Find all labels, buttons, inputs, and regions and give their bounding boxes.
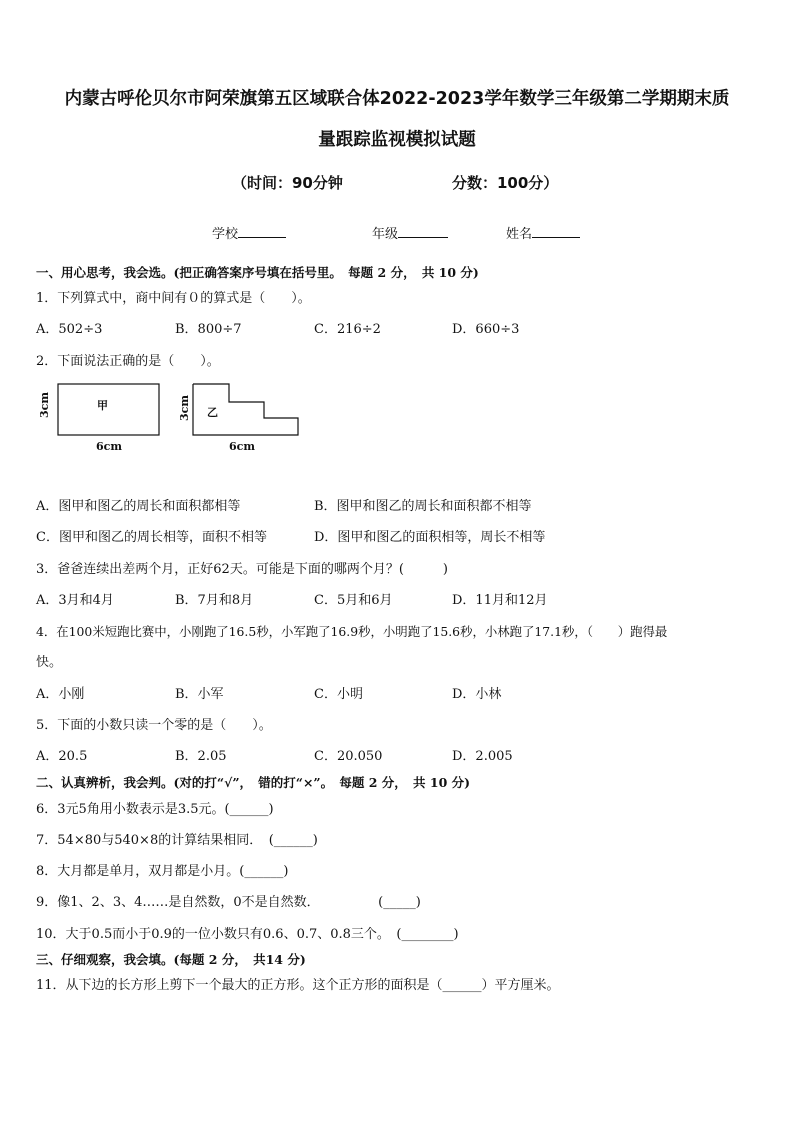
question-2: 2．下面说法正确的是（ ）。 (36, 354, 220, 369)
question-11: 11．从下边的长方形上剪下一个最大的正方形。这个正方形的面积是（______）平方厘米。 (36, 978, 560, 993)
name-field[interactable] (506, 223, 580, 242)
q5-option-b[interactable]: B．2.05 (175, 749, 227, 764)
q5-option-d[interactable]: D．2.005 (452, 749, 513, 764)
name-blank[interactable] (532, 225, 580, 238)
label-yi: 乙 (207, 406, 218, 419)
question-9: 9．像1、2、3、4……是自然数，0不是自然数． (_____) (36, 895, 421, 910)
question-8: 8．大月都是单月，双月都是小月。(______) (36, 864, 289, 879)
school-blank[interactable] (238, 225, 286, 238)
question-4-line-1: 4．在100米短跑比赛中，小刚跑了16.5秒，小军跑了16.9秒，小明跑了15.6秒，小林跑了17.1秒，（ ）跑得最 (36, 624, 668, 639)
q4-option-c[interactable]: C．小明 (314, 687, 363, 702)
question-1: 1．下列算式中，商中间有０的算式是（ ）。 (36, 291, 311, 306)
q4-option-d[interactable]: D．小林 (452, 687, 502, 702)
label-jia: 甲 (97, 399, 108, 412)
school-label: 学校 (212, 227, 239, 242)
question-10: 10．大于0.5而小于0.9的一位小数只有0.6、0.7、0.8三个。 (________) (36, 927, 459, 942)
q5-option-c[interactable]: C．20.050 (314, 749, 383, 764)
q4-option-a[interactable]: A．小刚 (36, 687, 85, 702)
section-3-heading: 三、仔细观察，我会填。(每题 2 分， 共14 分) (36, 952, 306, 967)
q3-option-d[interactable]: D．11月和12月 (452, 593, 548, 608)
section-1-heading: 一、用心思考，我会选。(把正确答案序号填在括号里。 每题 2 分， 共 10 分) (36, 265, 479, 280)
label-height-yi: 3cm (178, 395, 191, 421)
q2-option-a[interactable]: A．图甲和图乙的周长和面积都相等 (36, 499, 241, 514)
q2-option-d[interactable]: D．图甲和图乙的面积相等，周长不相等 (314, 530, 546, 545)
title-line-2: 量跟踪监视模拟试题 (318, 130, 476, 150)
question-4-line-2: 快。 (36, 655, 63, 670)
rectangle-jia (58, 384, 159, 435)
title-line-1: 内蒙古呼伦贝尔市阿荣旗第五区域联合体2022-2023学年数学三年级第二学期期末质 (64, 89, 730, 109)
question-3: 3．爸爸连续出差两个月，正好62天。可能是下面的哪两个月？( ) (36, 562, 448, 577)
q1-option-b[interactable]: B．800÷7 (175, 322, 242, 337)
q1-option-c[interactable]: C．216÷2 (314, 322, 381, 337)
question-7: 7．54×80与540×8的计算结果相同． (______) (36, 833, 318, 848)
q3-option-c[interactable]: C．5月和6月 (314, 593, 393, 608)
q2-option-c[interactable]: C．图甲和图乙的周长相等，面积不相等 (36, 530, 267, 545)
grade-label: 年级 (372, 227, 399, 242)
label-width-jia: 6cm (96, 440, 122, 453)
grade-field[interactable] (372, 223, 448, 242)
time-info: （时间：90分钟 (232, 174, 343, 192)
q3-option-b[interactable]: B．7月和8月 (175, 593, 254, 608)
q2-figure (36, 378, 316, 458)
school-field[interactable] (212, 223, 286, 242)
q1-option-a[interactable]: A．502÷3 (36, 322, 103, 337)
score-info: 分数：100分） (452, 174, 559, 192)
section-2-heading: 二、认真辨析，我会判。(对的打“√”， 错的打“×”。 每题 2 分， 共 10 分) (36, 775, 471, 790)
question-5: 5．下面的小数只读一个零的是（ ）。 (36, 718, 272, 733)
q1-option-d[interactable]: D．660÷3 (452, 322, 520, 337)
q2-option-b[interactable]: B．图甲和图乙的周长和面积都不相等 (314, 499, 532, 514)
q4-option-b[interactable]: B．小军 (175, 687, 224, 702)
q5-option-a[interactable]: A．20.5 (36, 749, 88, 764)
grade-blank[interactable] (398, 225, 448, 238)
name-label: 姓名 (506, 227, 533, 242)
label-width-yi: 6cm (229, 440, 255, 453)
label-height-jia: 3cm (38, 392, 51, 418)
question-6: 6．3元5角用小数表示是3.5元。(______) (36, 802, 274, 817)
q3-option-a[interactable]: A．3月和4月 (36, 593, 114, 608)
